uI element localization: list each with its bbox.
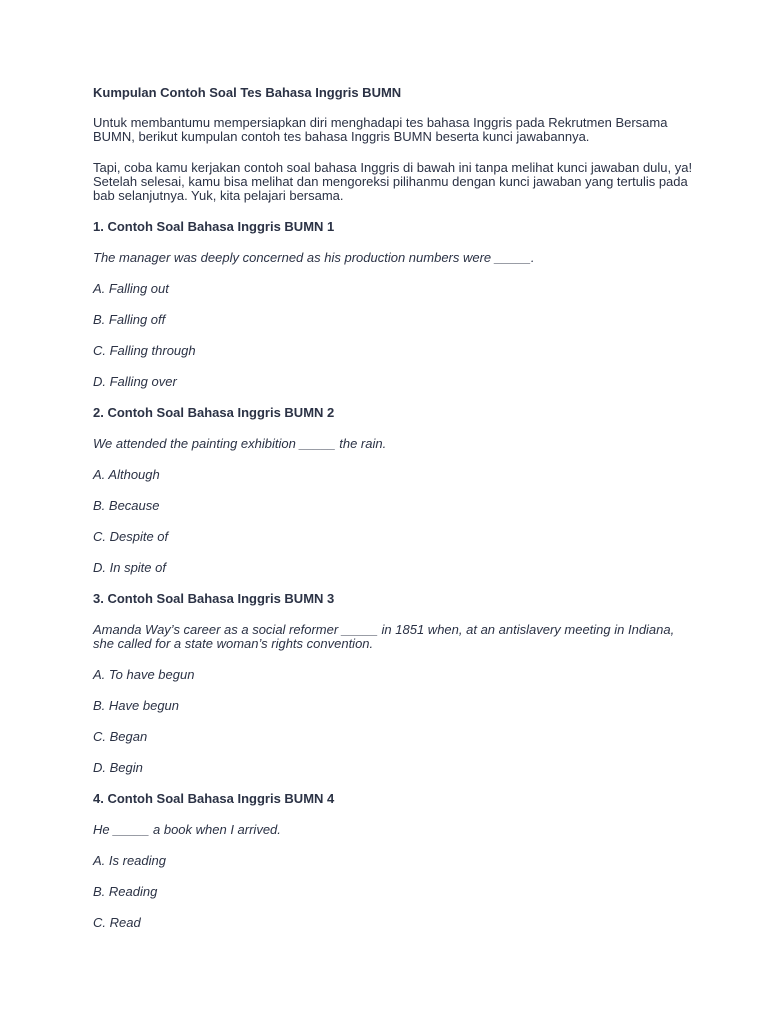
answer-option: C. Despite of [93, 529, 169, 544]
answer-option: A. Although [93, 467, 160, 482]
question-heading: 2. Contoh Soal Bahasa Inggris BUMN 2 [93, 405, 335, 420]
answer-option: C. Began [93, 729, 148, 744]
question-heading: 4. Contoh Soal Bahasa Inggris BUMN 4 [93, 791, 335, 806]
answer-option: D. In spite of [93, 560, 166, 575]
intro-paragraph: Tapi, coba kamu kerjakan contoh soal bahasa Inggris di bawah ini tanpa melihat kunci jawaban dulu, ya! Setelah selesai, kamu bisa melihat dan mengoreksi pilihanmu dengan kunci jawaban yang tertulis pada bab selanjutnya. Yuk, kita pelajari bersama. [93, 160, 693, 203]
question-text: Amanda Way’s career as a social reformer _____ in 1851 when, at an antislavery meeting in Indiana, she called for a state woman’s rights convention. [93, 622, 675, 651]
answer-option: A. To have begun [93, 667, 195, 682]
answer-option: C. Read [93, 915, 141, 930]
question-heading: 1. Contoh Soal Bahasa Inggris BUMN 1 [93, 219, 335, 234]
answer-option: B. Have begun [93, 698, 180, 713]
document-title [93, 86, 693, 100]
question-heading: 3. Contoh Soal Bahasa Inggris BUMN 3 [93, 591, 335, 606]
answer-option: B. Reading [93, 884, 158, 899]
question-block [93, 592, 693, 775]
answer-option: B. Because [93, 498, 160, 513]
question-block [93, 220, 693, 389]
question-block [93, 406, 693, 575]
question-text: We attended the painting exhibition _____ the rain. [93, 436, 387, 451]
document-title-text: Kumpulan Contoh Soal Tes Bahasa Inggris BUMN [93, 85, 402, 100]
answer-option: A. Is reading [93, 853, 166, 868]
answer-option: D. Begin [93, 760, 143, 775]
answer-option: A. Falling out [93, 281, 169, 296]
question-text: The manager was deeply concerned as his production numbers were _____. [93, 250, 535, 265]
answer-option: D. Falling over [93, 374, 177, 389]
document-page [93, 86, 693, 947]
question-block [93, 792, 693, 930]
answer-option: C. Falling through [93, 343, 196, 358]
intro-paragraph: Untuk membantumu mempersiapkan diri menghadapi tes bahasa Inggris pada Rekrutmen Bersama BUMN, berikut kumpulan contoh tes bahasa Inggris BUMN beserta kunci jawabannya. [93, 115, 668, 144]
answer-option: B. Falling off [93, 312, 166, 327]
question-text: He _____ a book when I arrived. [93, 822, 281, 837]
